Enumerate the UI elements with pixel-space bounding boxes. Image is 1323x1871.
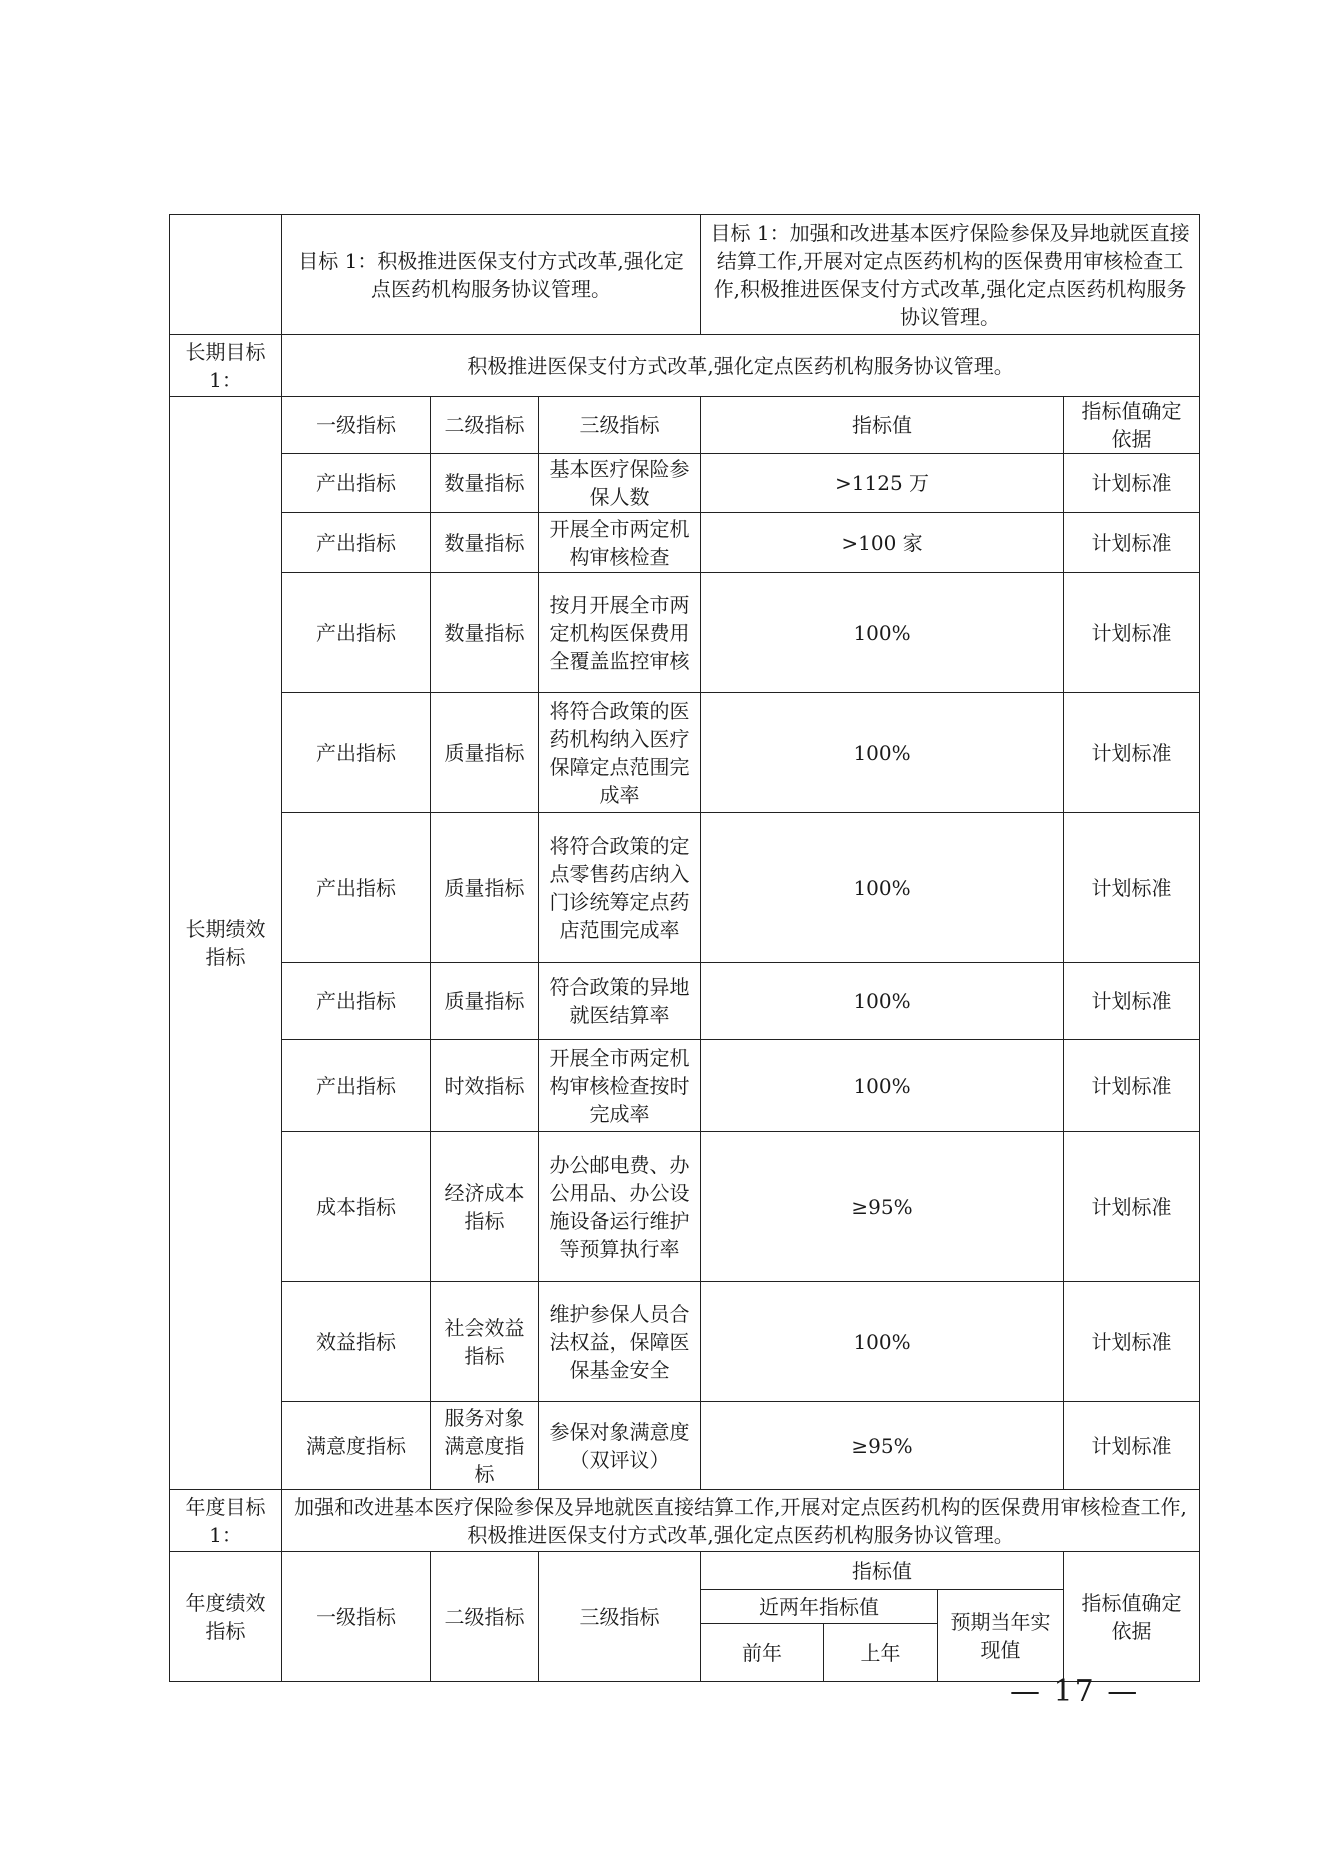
- indicator-level3: 按月开展全市两定机构医保费用全覆盖监控审核: [539, 573, 701, 693]
- indicator-value: 100%: [701, 1282, 1064, 1402]
- long-indicator-row: [170, 1282, 1200, 1402]
- indicator-level2: 质量指标: [431, 963, 539, 1040]
- indicator-basis: 计划标准: [1064, 1132, 1200, 1282]
- annual-header-basis: 指标值确定依据: [1064, 1552, 1200, 1682]
- indicator-level2: 数量指标: [431, 454, 539, 513]
- long-indicator-row: [170, 813, 1200, 963]
- left-goal-cell: 目标 1：积极推进医保支付方式改革,强化定点医药机构服务协议管理。: [282, 215, 701, 335]
- long-indicator-row: [170, 963, 1200, 1040]
- annual-header-row-1: [170, 1552, 1200, 1590]
- indicator-basis: 计划标准: [1064, 454, 1200, 513]
- indicator-basis: 计划标准: [1064, 573, 1200, 693]
- indicator-value: ≥95%: [701, 1402, 1064, 1490]
- annual-header-last-year: 上年: [824, 1624, 938, 1682]
- indicator-basis: 计划标准: [1064, 813, 1200, 963]
- indicator-basis: 计划标准: [1064, 693, 1200, 813]
- annual-header-prev-year: 前年: [701, 1624, 824, 1682]
- indicator-level2: 质量指标: [431, 813, 539, 963]
- indicator-level1: 产出指标: [282, 454, 431, 513]
- annual-header-level1: 一级指标: [282, 1552, 431, 1682]
- indicator-basis: 计划标准: [1064, 513, 1200, 573]
- long-indicator-row: [170, 1402, 1200, 1490]
- annual-header-recent-group: 近两年指标值: [701, 1590, 938, 1624]
- long-indicator-header-row: [170, 397, 1200, 454]
- performance-table: [169, 214, 1200, 1682]
- indicator-value: 100%: [701, 693, 1064, 813]
- indicator-level2: 社会效益指标: [431, 1282, 539, 1402]
- long-indicator-section-label: 长期绩效指标: [170, 397, 282, 1490]
- long-indicator-row: [170, 454, 1200, 513]
- indicator-level2: 数量指标: [431, 573, 539, 693]
- indicator-level2: 时效指标: [431, 1040, 539, 1132]
- annual-goal-row: [170, 1490, 1200, 1552]
- indicator-level1: 产出指标: [282, 573, 431, 693]
- annual-header-level2: 二级指标: [431, 1552, 539, 1682]
- indicator-level3: 维护参保人员合法权益，保障医保基金安全: [539, 1282, 701, 1402]
- long-indicator-row: [170, 693, 1200, 813]
- top-goal-row: [170, 215, 1200, 335]
- indicator-level1: 产出指标: [282, 1040, 431, 1132]
- indicator-level2: 服务对象满意度指标: [431, 1402, 539, 1490]
- right-goal-cell: 目标 1：加强和改进基本医疗保险参保及异地就医直接结算工作,开展对定点医药机构的医保费用审核检查工作,积极推进医保支付方式改革,强化定点医药机构服务协议管理。: [701, 215, 1200, 335]
- indicator-level3: 符合政策的异地就医结算率: [539, 963, 701, 1040]
- annual-header-level3: 三级指标: [539, 1552, 701, 1682]
- indicator-level1: 产出指标: [282, 813, 431, 963]
- header-level2: 二级指标: [431, 397, 539, 454]
- long-term-goal-label: 长期目标 1：: [170, 335, 282, 397]
- indicator-basis: 计划标准: [1064, 1040, 1200, 1132]
- indicator-level3: 开展全市两定机构审核检查: [539, 513, 701, 573]
- indicator-level3: 办公邮电费、办公用品、办公设施设备运行维护等预算执行率: [539, 1132, 701, 1282]
- annual-goal-label: 年度目标 1：: [170, 1490, 282, 1552]
- annual-goal-text: 加强和改进基本医疗保险参保及异地就医直接结算工作,开展对定点医药机构的医保费用审核检查工作,积极推进医保支付方式改革,强化定点医药机构服务协议管理。: [282, 1490, 1200, 1552]
- annual-header-expected: 预期当年实现值: [938, 1590, 1064, 1682]
- header-basis: 指标值确定依据: [1064, 397, 1200, 454]
- indicator-value: 100%: [701, 1040, 1064, 1132]
- long-indicator-row: [170, 513, 1200, 573]
- indicator-level2: 经济成本指标: [431, 1132, 539, 1282]
- long-term-goal-row: [170, 335, 1200, 397]
- indicator-level1: 成本指标: [282, 1132, 431, 1282]
- header-value: 指标值: [701, 397, 1064, 454]
- indicator-basis: 计划标准: [1064, 1402, 1200, 1490]
- annual-indicator-section-label: 年度绩效指标: [170, 1552, 282, 1682]
- indicator-level3: 参保对象满意度（双评议）: [539, 1402, 701, 1490]
- indicator-level1: 满意度指标: [282, 1402, 431, 1490]
- indicator-level2: 质量指标: [431, 693, 539, 813]
- indicator-value: ≥95%: [701, 1132, 1064, 1282]
- indicator-value: 100%: [701, 813, 1064, 963]
- long-term-goal-text: 积极推进医保支付方式改革,强化定点医药机构服务协议管理。: [282, 335, 1200, 397]
- indicator-level1: 产出指标: [282, 513, 431, 573]
- indicator-value: 100%: [701, 963, 1064, 1040]
- header-level1: 一级指标: [282, 397, 431, 454]
- indicator-basis: 计划标准: [1064, 963, 1200, 1040]
- indicator-level3: 将符合政策的医药机构纳入医疗保障定点范围完成率: [539, 693, 701, 813]
- indicator-level1: 效益指标: [282, 1282, 431, 1402]
- header-level3: 三级指标: [539, 397, 701, 454]
- top-blank-cell: [170, 215, 282, 335]
- indicator-level2: 数量指标: [431, 513, 539, 573]
- indicator-value: >100 家: [701, 513, 1064, 573]
- page-number: — 17 —: [1010, 1674, 1140, 1709]
- indicator-value: 100%: [701, 573, 1064, 693]
- long-indicator-row: [170, 573, 1200, 693]
- indicator-level3: 基本医疗保险参保人数: [539, 454, 701, 513]
- indicator-basis: 计划标准: [1064, 1282, 1200, 1402]
- indicator-level1: 产出指标: [282, 693, 431, 813]
- indicator-value: >1125 万: [701, 454, 1064, 513]
- indicator-level3: 开展全市两定机构审核检查按时完成率: [539, 1040, 701, 1132]
- indicator-level3: 将符合政策的定点零售药店纳入门诊统筹定点药店范围完成率: [539, 813, 701, 963]
- indicator-level1: 产出指标: [282, 963, 431, 1040]
- long-indicator-row: [170, 1040, 1200, 1132]
- long-indicator-row: [170, 1132, 1200, 1282]
- annual-header-value-group: 指标值: [701, 1552, 1064, 1590]
